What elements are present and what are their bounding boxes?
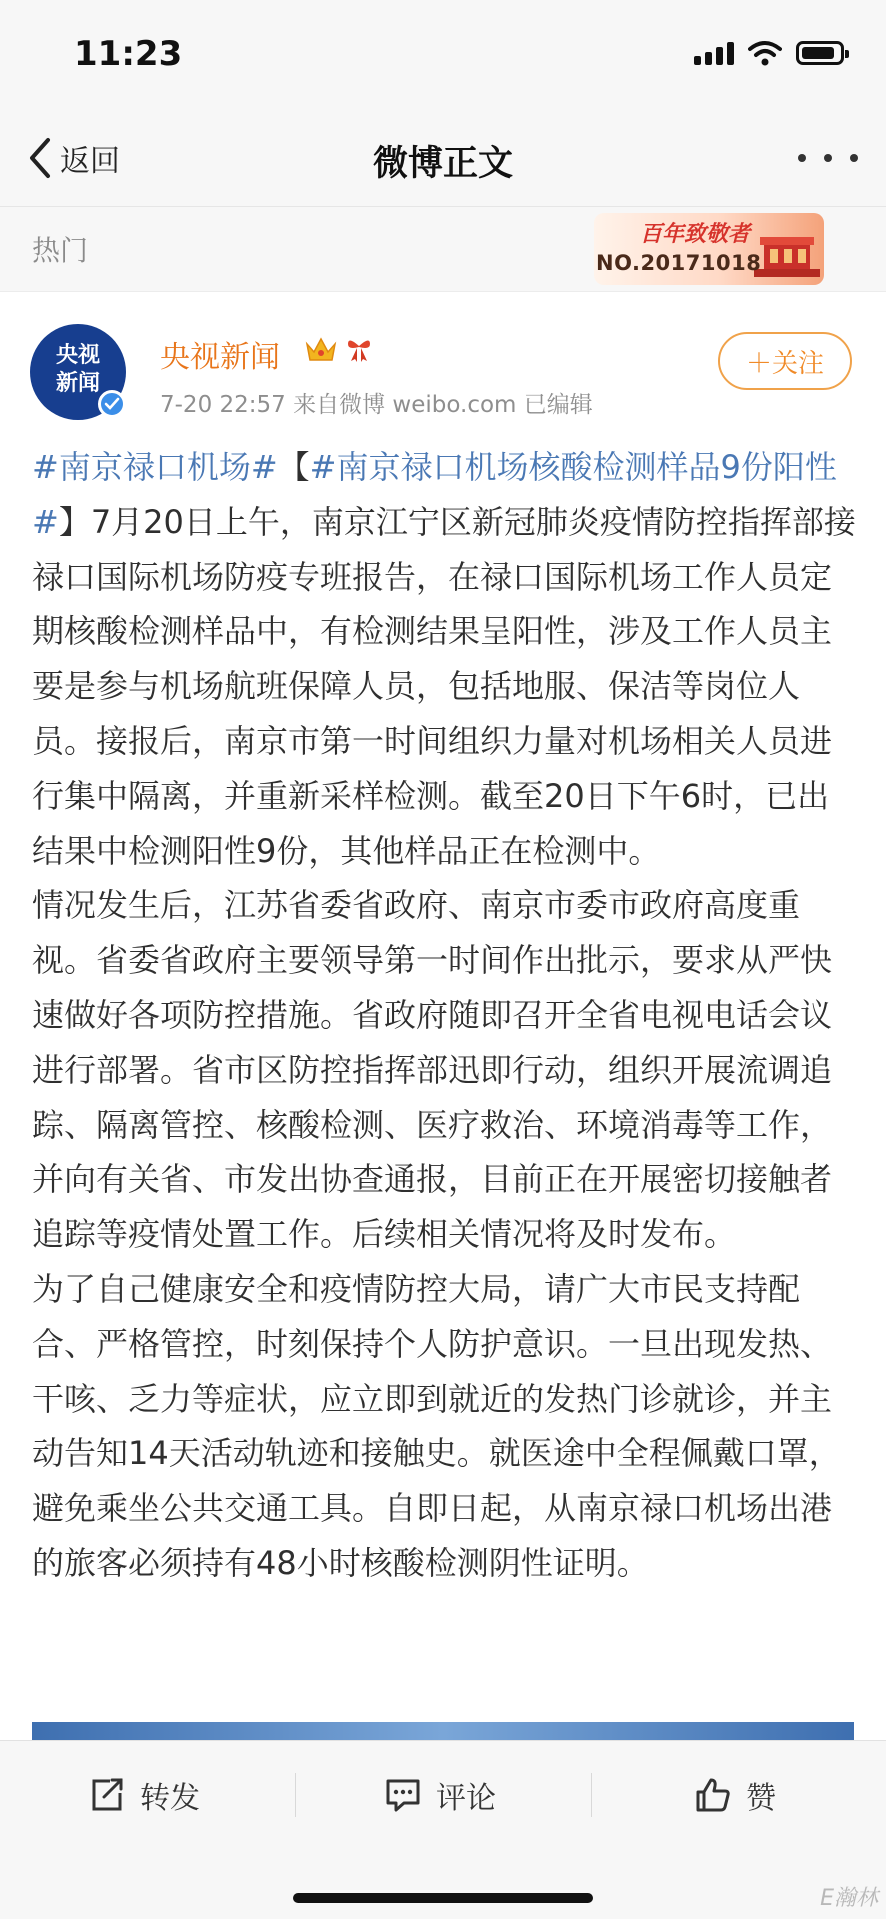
- thumbs-up-icon: [694, 1776, 732, 1814]
- status-time: 11:23: [74, 34, 183, 74]
- topic-link[interactable]: #南京禄口机场核酸检测样品9份阳性#: [32, 448, 837, 541]
- more-dot-icon: [850, 154, 858, 162]
- battery-icon: [796, 41, 844, 65]
- badge-number: NO.20171018: [596, 251, 762, 275]
- wifi-icon: [748, 40, 782, 66]
- repost-button[interactable]: [88, 1769, 200, 1821]
- post-image-preview[interactable]: [32, 1722, 854, 1740]
- nav-bar: [0, 110, 886, 207]
- hot-bar: [0, 207, 886, 292]
- follow-button[interactable]: ＋关注: [718, 332, 852, 390]
- topic-link[interactable]: #南京禄口机场#: [32, 448, 278, 486]
- more-options-button[interactable]: [798, 138, 858, 178]
- verified-icon: [98, 390, 126, 418]
- honor-badge[interactable]: [594, 213, 824, 285]
- bracket-open: 【: [277, 448, 310, 486]
- watermark: E瀚林: [820, 1886, 878, 1911]
- page-title: 微博正文: [372, 144, 513, 184]
- author-row: [0, 292, 886, 422]
- more-dot-icon: [824, 154, 832, 162]
- action-bar: [0, 1740, 886, 1919]
- hot-label: 热门: [32, 234, 89, 267]
- badge-title: 百年致敬者: [640, 222, 751, 247]
- like-button[interactable]: [694, 1769, 776, 1821]
- repost-label: 转发: [140, 1781, 200, 1816]
- signal-icon: [694, 41, 734, 65]
- back-label: 返回: [60, 144, 120, 179]
- status-icons: [694, 40, 844, 66]
- divider: [591, 1773, 592, 1817]
- avatar-line1: 央视: [55, 343, 100, 368]
- post-meta: 7-20 22:57 来自微博 weibo.com 已编辑: [160, 392, 593, 418]
- comment-button[interactable]: [384, 1769, 496, 1821]
- post-paragraph-2: 情况发生后，江苏省委省政府、南京市委市政府高度重视。省委省政府主要领导第一时间作出批示，要求从严快速做好各项防控措施。省政府随即召开全省电视电话会议进行部署。省市区防控指挥部迅即行动，组织开展流调追踪、隔离管控、核酸检测、医疗救治、环境消毒等工作，并向有关省、市发出协查通报，目前正在开展密切接触者追踪等疫情处置工作。后续相关情况将及时发布。: [32, 886, 833, 1254]
- status-bar: [0, 0, 886, 110]
- post-body: [32, 440, 856, 1591]
- like-label: 赞: [746, 1781, 776, 1816]
- author-name[interactable]: 央视新闻: [160, 340, 280, 375]
- crown-icon: [304, 334, 338, 364]
- comment-icon: [384, 1777, 422, 1813]
- home-indicator[interactable]: [293, 1893, 593, 1903]
- avatar-line2: 新闻: [55, 371, 100, 396]
- divider: [295, 1773, 296, 1817]
- paragraph-text: 】7月20日上午，南京江宁区新冠肺炎疫情防控指挥部接禄口国际机场防疫专班报告，在禄口国际机场工作人员定期核酸检测样品中，有检测结果呈阳性，涉及工作人员主要是参与机场航班保障人员，包括地服、保洁等岗位人员。接报后，南京市第一时间组织力量对机场相关人员进行集中隔离，并重新采样检测。截至20日下午6时，已出结果中检测阳性9份，其他样品正在检测中。: [32, 502, 856, 870]
- ribbon-icon: [344, 334, 374, 364]
- repost-icon: [88, 1777, 126, 1813]
- more-dot-icon: [798, 154, 806, 162]
- post-paragraph-1: [32, 440, 856, 878]
- post-paragraph-3: 为了自己健康安全和疫情防控大局，请广大市民支持配合、严格管控，时刻保持个人防护意识。一旦出现发热、干咳、乏力等症状，应立即到就近的发热门诊就诊，并主动告知14天活动轨迹和接触史。就医途中全程佩戴口罩，避免乘坐公共交通工具。自即日起，从南京禄口机场出港的旅客必须持有48小时核酸检测阴性证明。: [32, 1269, 841, 1582]
- comment-label: 评论: [436, 1781, 496, 1816]
